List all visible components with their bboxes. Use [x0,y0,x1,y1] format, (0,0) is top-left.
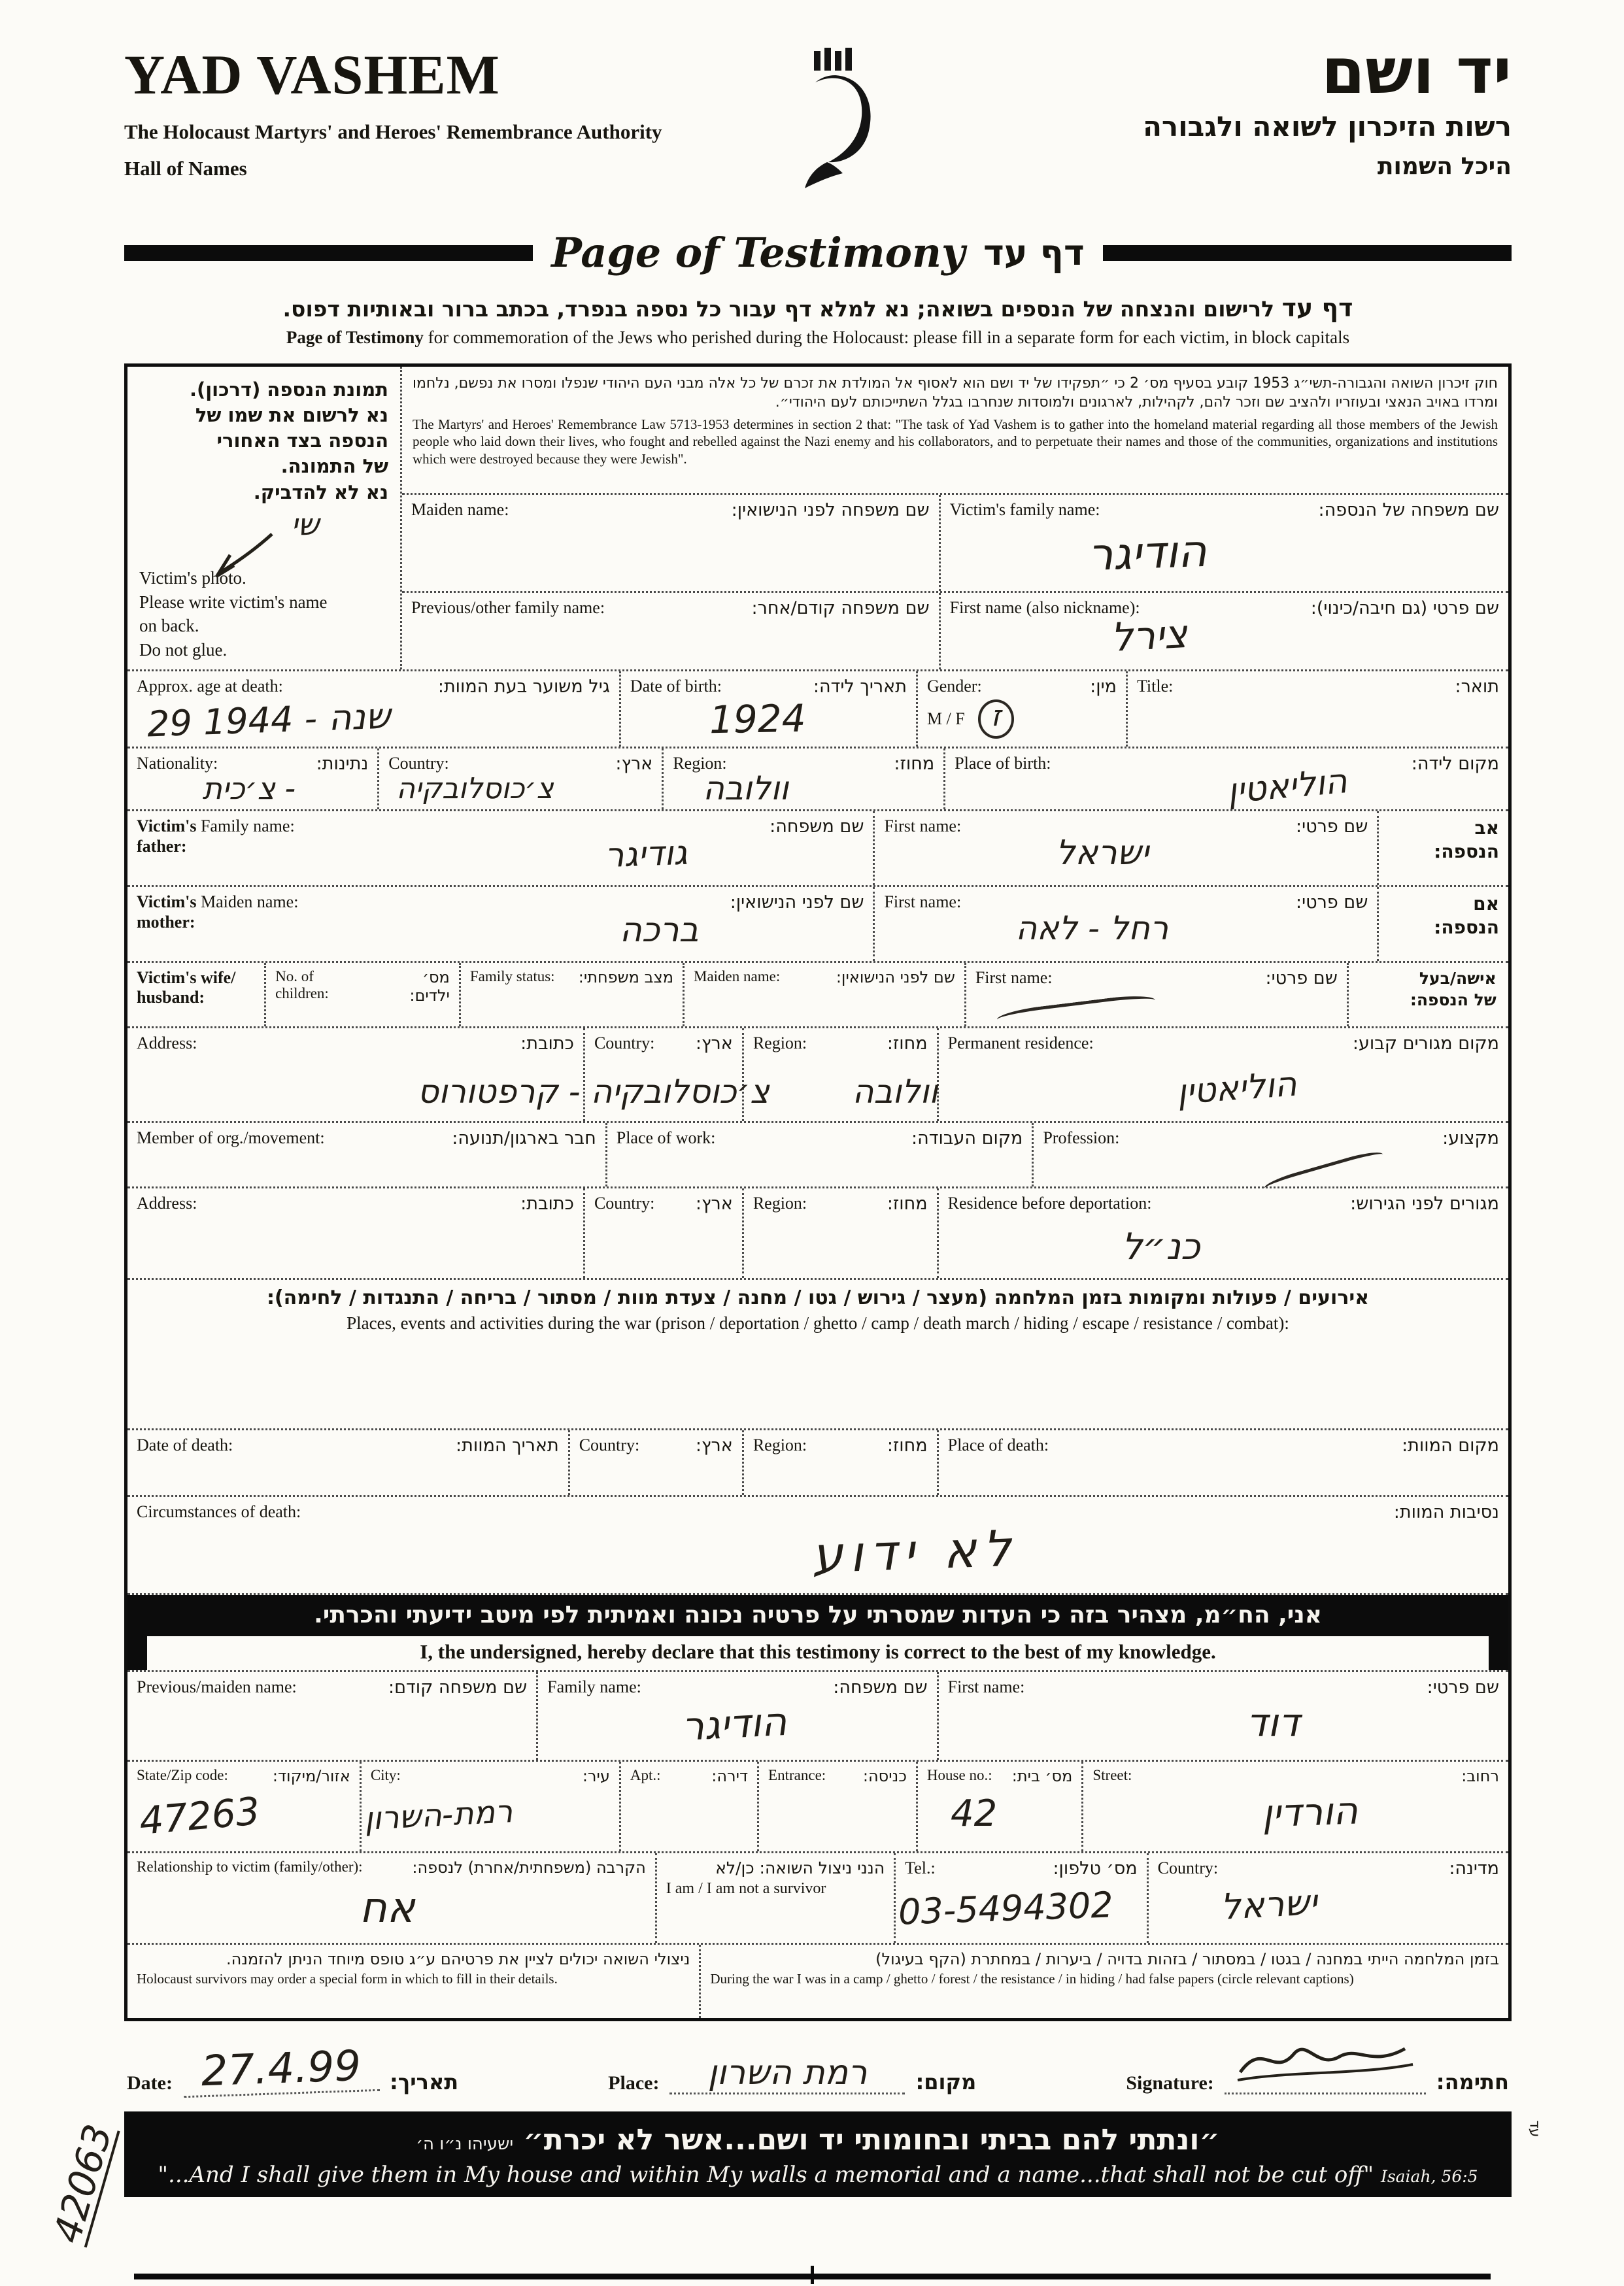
field-gender [916,671,1126,747]
label-en: Date of birth: [630,677,722,696]
label-en: Place of birth: [955,754,1051,773]
quote-citation-en: Isaiah, 56:5 [1380,2167,1478,2186]
label-he: מקום המוות: [1402,1436,1499,1456]
label-en: Profession: [1043,1128,1120,1147]
label-en: Tel.: [905,1858,936,1877]
field-nationality [127,748,377,809]
label-he: אישה/בעל [1419,969,1497,988]
signature-label-he: חתימה: [1436,2070,1509,2094]
hw-street: הורדין [1261,1788,1359,1836]
header [124,35,1512,220]
label-en: First name: [884,816,962,835]
label-en: First name: [884,892,962,911]
photo-instructions-en: Victim's photo. Please write victim's name on back. Do not glue. [139,568,328,660]
hw-birth-country: צ׳כוסלובקיה [396,772,554,805]
row-death-place [127,1430,1508,1497]
label-he: נסיבות המוות: [1393,1502,1499,1522]
signature-row [124,2034,1512,2094]
label-en: Gender: [926,677,982,696]
label-he: אם [1473,893,1499,915]
row-birth-place [127,748,1508,811]
hw-gender: ז [990,699,1001,733]
label-en: Address: [137,1034,197,1052]
field-maiden-name [402,495,939,591]
date-label-he: תאריך: [389,2070,459,2094]
label-he: מקום העבודה: [911,1128,1023,1149]
label-en: Nationality: [137,754,218,773]
field-children-count [264,963,459,1026]
label-he: שם משפחה: [833,1677,928,1698]
hw-house-number: 42 [951,1792,998,1835]
field-circumstances-of-death [127,1497,1508,1593]
victims-label: Victim's [137,892,197,911]
label-he: מחוז: [894,754,935,774]
wartime-circle-note [699,1945,1508,2018]
label-he: דירה: [711,1767,749,1785]
field-birth-country [377,748,662,809]
law-text-he: חוק זיכרון השואה והגבורה-תשי״ג 1953 קובע בסעיף מס׳ 2 כי ״תפקידו של יד ושם הוא לאסוף אל המולדת את זכרם של כל אלה מבני העם היהודי שנפלו ומסרו את נפשם, נלחמו ומרדו באויב הנאצי ובעוזריו ולהציב שם וזכר להם, לקהילות, לארגונים ולמוסדות שנחרבו בגלל השתייכותם לעם היהודי״. [413,375,1498,411]
label-he: רחוב: [1461,1767,1499,1785]
label-he: עיר: [582,1767,610,1785]
label-he: אב [1474,817,1499,839]
field-zip-code [127,1762,360,1851]
hw-nationality: - צ׳כית [202,771,296,806]
hall-of-names-en: Hall of Names [124,157,247,180]
label-he: מדינה: [1449,1858,1499,1879]
hw-telephone: 03-5494302 [897,1884,1114,1933]
label-en: husband: [137,988,205,1007]
hw-place-of-birth: הוליאטין [1225,762,1349,811]
testimony-form [124,363,1512,2021]
field-spouse-label [127,963,264,1026]
label-en: Maiden name: [411,500,509,519]
label-en: Place of work: [616,1128,716,1147]
label-he: מחוז: [887,1436,928,1456]
label-he: שם משפחה קודם/אחר: [751,598,930,618]
field-deportation-region [742,1188,937,1278]
label-he: שם משפחה של הנספה: [1318,500,1499,520]
field-father-family-name [127,811,873,885]
label-he: תאריך לידה: [813,677,907,697]
hw-crossout-stroke [1262,1148,1385,1194]
row-victim-first-name [402,593,1508,669]
field-profession [1032,1123,1508,1186]
hw-submitter-first-name: דוד [1246,1700,1300,1746]
label-en: Family status: [469,968,555,984]
field-place-of-death [937,1430,1508,1495]
gender-options: M / F [926,709,965,728]
label-en: Country: [579,1436,640,1454]
label-he: מחוז: [887,1194,928,1214]
label-en: Country: [1157,1858,1219,1877]
label-he: ארץ: [615,754,653,774]
intro-he-lead: דף עד [1281,294,1353,322]
label-en: Title: [1136,677,1174,696]
hw-father-first-name: ישראל [1055,833,1149,873]
page-title-he: דף עד [983,232,1085,273]
hw-victim-first-name: צירל [1109,611,1189,662]
org-name-en: YAD VASHEM [124,43,500,106]
row-submitter-details [127,1853,1508,1945]
hw-date-of-birth: 1924 [709,696,807,743]
field-date-of-death [127,1430,568,1495]
title-band [124,229,1512,277]
field-submitter-family-name [536,1672,936,1760]
label-he: תואר: [1455,677,1499,697]
row-spouse [127,963,1508,1028]
date-label-en: Date: [127,2072,173,2094]
label-he: מגורים לפני הגירוש: [1350,1194,1499,1214]
field-victim-first-name [939,593,1508,669]
label-he: שם פרטי: [1295,816,1368,837]
hw-father-family-name: גודיגר [603,833,688,876]
field-deportation-address [127,1188,583,1278]
row-circumstances [127,1497,1508,1595]
field-street [1081,1762,1508,1851]
hw-mother-first-name: רחל - לאה [1015,909,1169,947]
gender-circled-mark [978,699,1014,739]
label-en: Permanent residence: [947,1034,1094,1052]
label-en: No. of children: [275,968,329,1001]
hw-circumstances-of-death: לא ידוע [810,1519,1019,1585]
photo-instructions-he: תמונת הנספה (דרכון). נא לרשום את שמו של הנספה בצד האחורי של התמונה. נא לא להדביק. [189,378,388,503]
label-he: מין: [1090,677,1117,697]
father-label: father: [137,837,187,856]
hw-victim-family-name: הודיגר [1087,525,1208,582]
date-group [127,2042,459,2096]
form-top-right [402,367,1508,669]
row-survivor-notes [127,1945,1508,2018]
label-en: Region: [753,1034,807,1052]
field-house-number [916,1762,1081,1851]
field-org-membership [127,1123,605,1186]
quote-citation-he: ישעיהו נ״ו ה׳ [416,2134,514,2154]
survivor-label-en: I am / I am not a survivor [666,1880,826,1897]
label-he: של הנספה: [1410,990,1497,1009]
label-en: Country: [594,1034,655,1052]
field-spouse-side-label [1347,963,1506,1026]
header-right [962,35,1512,180]
mother-label: mother: [137,913,195,932]
field-father-first-name [873,811,1377,885]
hw-submitter-country: ישראל [1219,1881,1318,1928]
label-en: Circumstances of death: [137,1502,301,1521]
row-victim-name [402,495,1508,593]
intro-en-lead: Page of Testimony [286,328,424,347]
label-he: ארץ: [695,1436,733,1456]
label-en: House no.: [926,1767,992,1783]
label-en: Previous/maiden name: [137,1677,297,1696]
signature-scribble [1225,2034,1426,2094]
header-left [124,42,713,180]
yad-vashem-logo [801,46,874,201]
page-title-en: Page of Testimony [551,229,966,277]
survivor-label-he: הנני ניצול השואה: כן/לא [715,1858,885,1877]
intro-he-rest: לרישום והנצחה של הנספים בשואה; נא למלא דף עבור כל נספה בנפרד, בכתב ברור ובאותיות דפוס. [282,296,1275,322]
label-en: State/Zip code: [137,1767,228,1783]
label-he: מחוז: [887,1034,928,1054]
label-he: שם פרטי: [1427,1677,1499,1698]
intro-en-rest: for commemoration of the Jews who perished during the Holocaust: please fill in a separate form for each victim, in block capitals [428,328,1350,347]
hw-relationship: אח [359,1884,415,1932]
hw-zip-code: 47263 [137,1789,262,1843]
hw-residence-before-deportation: כנ״ל [1121,1226,1200,1268]
label-he: שם לפני הנישואין: [836,968,955,986]
label-en: Entrance: [768,1767,826,1783]
field-telephone [894,1853,1146,1943]
row-age-birth [127,671,1508,748]
hall-of-names-he: היכל השמות [1377,153,1512,180]
intro-he [124,294,1512,322]
label-he: אזור/מיקוד: [272,1767,350,1785]
margin-stamp: עד [1526,2120,1543,2138]
field-submitter-first-name [937,1672,1508,1760]
label-en: Country: [594,1194,655,1213]
page-content [124,35,1512,2197]
hw-city: רמת-השרון [363,1793,514,1838]
victims-label: Victim's [137,816,197,835]
field-submitter-country [1147,1853,1508,1943]
label-he: שם משפחה קודם: [388,1677,528,1698]
field-father-side-label [1377,811,1508,885]
row-work [127,1123,1508,1188]
label-he: שם לפני הנישואין: [730,892,864,913]
row-mother [127,887,1508,963]
label-en: Date of death: [137,1436,233,1454]
label-he: ארץ: [695,1034,733,1054]
quote-en: "...And I shall give them in My house and within My walls a memorial and a name...that shall not be cut off" Isaiah, 56:5 [158,2162,1478,2188]
hw-place: רמת השרון [669,2056,905,2094]
field-city [360,1762,619,1851]
label-he: הנספה: [1434,916,1499,939]
row-war-events [127,1280,1508,1430]
label-en: First name: [947,1677,1025,1696]
hw-submitter-family-name: הודיגר [680,1698,788,1751]
field-previous-family-name [402,593,939,669]
hw-residence-region: וולובה [852,1073,938,1111]
label-en: Place of death: [947,1436,1049,1454]
field-deportation-country [583,1188,742,1278]
label-en: Family name: [200,816,295,835]
label-he: מס׳ טלפון: [1053,1858,1138,1879]
war-events-label-he: אירועים / פעולות ומקומות בזמן המלחמה (מעצר / גירוש / גטו / מחנה / צעדת מוות / מסתור / בריחה / התנגדות / לחימה): [266,1286,1370,1309]
label-he: שם פרטי: [1295,892,1368,913]
hw-date: 27.4.99 [182,2045,380,2098]
field-death-region [742,1430,937,1495]
hw-corner-number: 42063 [44,2119,121,2248]
row-permanent-residence [127,1028,1508,1123]
war-events-label-en: Places, events and activities during the war (prison / deportation / ghetto / camp / death march / hiding / escape / resistance / combat): [347,1313,1289,1333]
label-he: נתינות: [316,754,369,774]
field-mother-maiden-name [127,887,873,961]
org-name-he: יד ושם [1321,35,1512,108]
photo-box [127,367,402,669]
label-en: Member of org./movement: [137,1128,325,1147]
label-en: Victim's wife/ [137,968,236,987]
field-submitter-previous-name [127,1672,536,1760]
label-he: כתובת: [520,1194,574,1214]
note-en: During the war I was in a camp / ghetto / forest / the resistance / in hiding / had false papers (circle relevant captions) [710,1971,1354,1987]
field-title [1126,671,1508,747]
label-he: שם משפחה: [770,816,864,837]
hw-age-at-death: 29 שנה - 1944 [146,695,392,745]
label-he: הקרבה (משפחתית/אחרת) לנספה: [412,1858,646,1877]
field-mother-side-label [1377,887,1508,961]
field-entrance [757,1762,916,1851]
field-family-status [459,963,683,1026]
form-top-section [127,367,1508,671]
quote-he: ״ונתתי להם בביתי ובחומותי יד ושם...אשר לא יכרת״ ישעיהו נ״ו ה׳ [416,2123,1220,2157]
field-birth-region [662,748,943,809]
hw-residence-place: הוליאטין [1176,1064,1298,1113]
hw-birth-region: וולובה [703,769,789,807]
label-en: First name (also nickname): [949,598,1140,617]
label-he: שם משפחה לפני הנישואין: [731,500,930,520]
field-age-at-death [127,671,619,747]
label-he: כניסה: [862,1767,907,1785]
label-he: מקום מגורים קבוע: [1352,1034,1499,1054]
label-he: חבר בארגון/תנועה: [452,1128,596,1149]
intro-en [124,328,1512,348]
hw-crossout-stroke [996,992,1157,1028]
photo-arrow-icon [209,529,281,584]
label-en: Residence before deportation: [947,1194,1152,1213]
field-place-of-birth [943,748,1508,809]
label-he: כתובת: [520,1034,574,1054]
note-he: ניצולי השואה יכולים לציין את פרטיהם ע״ג טופס מיוחד הניתן להזמנה. [226,1950,690,1968]
label-he: מקצוע: [1442,1128,1499,1149]
field-spouse-maiden-name [683,963,964,1026]
field-death-country [568,1430,742,1495]
note-he: בזמן המלחמה הייתי במחנה / בגטו / במסתור / בזהות בדויה / ביערות / במחתרת (הקף בעיגול) [875,1950,1499,1968]
label-he: מס׳ בית: [1011,1767,1073,1785]
label-he: מצב משפחתי: [578,968,673,986]
quote-bar [124,2111,1512,2197]
declaration-block [127,1595,1508,1670]
title-bar-left [124,245,533,261]
label-he: תאריך המוות: [456,1436,559,1456]
hw-mother-maiden-name: ברכה [619,911,699,950]
label-he: שם פרטי (גם חיבה/כינוי): [1310,598,1499,618]
label-he: ארץ: [695,1194,733,1214]
field-mother-first-name [873,887,1377,961]
label-he: מקום לידה: [1411,754,1499,774]
field-apartment [619,1762,757,1851]
label-en: Region: [753,1436,807,1454]
field-spouse-first-name [964,963,1347,1026]
note-en: Holocaust survivors may order a special form in which to fill in their details. [137,1971,558,1987]
signature-label-en: Signature: [1126,2072,1214,2094]
place-label-en: Place: [608,2072,660,2094]
field-survivor-status [655,1853,894,1943]
row-before-deportation [127,1188,1508,1280]
survivor-special-form-note [127,1945,699,2018]
org-subtitle-en: The Holocaust Martyrs' and Heroes' Remembrance Authority [124,120,662,143]
field-date-of-birth [619,671,916,747]
law-block [402,367,1508,495]
row-father [127,811,1508,887]
label-en: First name: [975,968,1053,987]
field-victim-family-name [939,495,1508,591]
label-en: Country: [388,754,449,773]
label-en: Family name: [547,1677,641,1696]
label-en: Region: [753,1194,807,1213]
law-text-en: The Martyrs' and Heroes' Remembrance Law 5713-1953 determines in section 2 that: "The task of Yad Vashem is to gather into the homeland material regarding all those members of the Jewish people who laid down their lives, who fought and rebelled against the Nazi enemy and his collaborators, and to perpetuate their names and those of the communities, organizations and institutions which were destroyed because they were Jewish". [413,416,1498,467]
field-place-of-work [605,1123,1032,1186]
photo-handwritten-mark: שי [291,507,320,542]
label-he: הנספה: [1434,841,1499,863]
label-en: Previous/other family name: [411,598,605,617]
declaration-en: I, the undersigned, hereby declare that this testimony is correct to the best of my knowledge. [420,1640,1216,1663]
scan-artifact-tick [811,2266,814,2284]
row-submitter-address [127,1762,1508,1853]
label-he: שם פרטי: [1265,968,1338,988]
org-subtitle-he: רשות הזיכרון לשואה ולגבורה [1143,110,1512,143]
label-en: Address: [137,1194,197,1213]
label-en: Street: [1092,1767,1132,1783]
hw-residence-country: צ׳כוסלובקיה - קרפטורוס [417,1073,770,1111]
row-submitter-name [127,1670,1508,1762]
signature-group [1126,2034,1509,2094]
label-en: Victim's family name: [949,500,1100,519]
label-en: City: [370,1767,401,1783]
place-group [608,2053,977,2094]
declaration-he: אני, הח״מ, מצהיר בזה כי העדות שמסרתי על פרטיה נכונה ואמיתית לפי מיטב ידיעתי והכרתי. [127,1595,1508,1636]
field-residence-before-deportation [937,1188,1508,1278]
field-relationship-to-victim [127,1853,655,1943]
label-he: מס׳ ילדים: [409,968,450,1005]
label-en: Region: [673,754,727,773]
label-en: Relationship to victim (family/other): [137,1858,363,1875]
title-bar-right [1103,245,1512,261]
label-he: גיל משוער בעת המוות: [437,677,610,697]
label-en: Maiden name: [694,968,781,984]
place-label-he: מקום: [915,2070,977,2094]
label-en: Maiden name: [200,892,299,911]
label-en: Approx. age at death: [137,677,283,696]
label-en: Apt.: [630,1767,661,1783]
